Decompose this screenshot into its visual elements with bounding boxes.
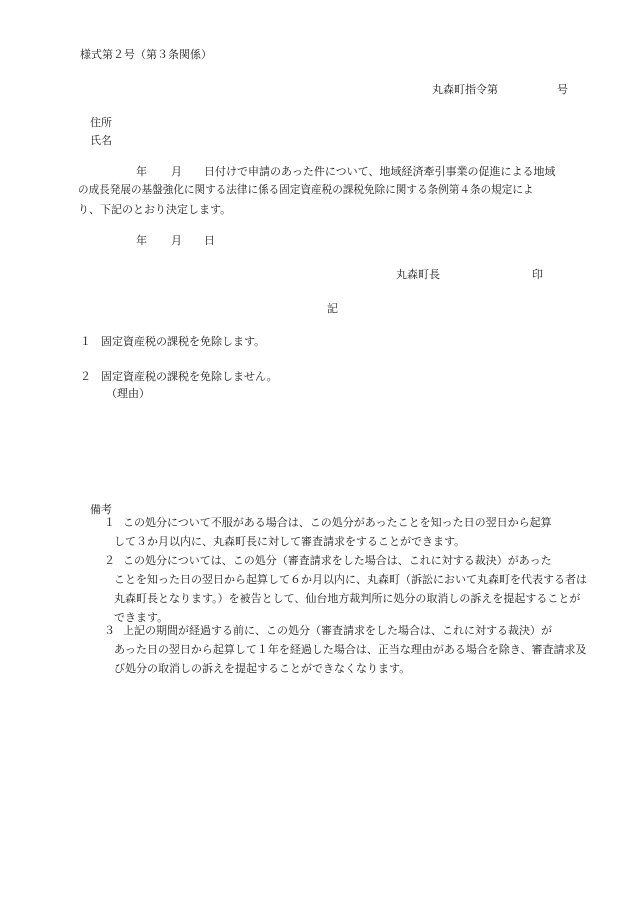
- reference-prefix: 丸森町指令第: [432, 83, 498, 96]
- intro-text-first: 日付けで申請のあった件について、地域経済牽引事業の促進による地域: [204, 165, 556, 178]
- issuer-line: [396, 268, 543, 281]
- remark-line-1: 上記の期間が経過する前に、この処分（審査請求をした場合は、これに対する裁決）が: [123, 624, 552, 637]
- decision-item-1: [80, 335, 265, 348]
- remark-number: ３: [104, 624, 115, 637]
- item-number: ２: [80, 370, 91, 383]
- intro-line-3: り、下記のとおり決定します。: [78, 203, 232, 216]
- item-text: 固定資産税の課税を免除します。: [101, 335, 266, 348]
- reference-number: [432, 83, 568, 96]
- reason-label: （理由）: [106, 387, 150, 400]
- date-year: 年: [136, 234, 147, 247]
- intro-month-unit: 月: [171, 165, 182, 178]
- date-day: 日: [204, 234, 215, 247]
- address-label: 住所: [90, 116, 112, 129]
- remark-rest: ことを知った日の翌日から起算して６か月以内に、丸森町（訴訟において丸森町を代表する者は丸森町長となります。）を被告として、仙台地方裁判所に処分の取消しの訴えを提起することができます。: [114, 573, 587, 624]
- remark-number: ２: [104, 554, 115, 567]
- decision-item-2: [80, 370, 278, 383]
- remark-rest: して３か月以内に、丸森町長に対して審査請求をすることができます。: [114, 535, 466, 548]
- remark-line-1: この処分について不服がある場合は、この処分があったことを知った日の翌日から起算: [123, 516, 552, 529]
- section-heading: 記: [327, 302, 338, 315]
- remarks-title: 備考: [90, 503, 112, 516]
- intro-line-2: の成長発展の基盤強化に関する法律に係る固定資産税の課税免除に関する条例第４条の規定によ: [78, 184, 534, 196]
- remark-item-3: [104, 621, 592, 678]
- name-label: 氏名: [90, 134, 112, 147]
- remark-line-1: この処分については、この処分（審査請求をした場合は、これに対する裁決）があった: [123, 554, 552, 567]
- remark-rest: あった日の翌日から起算して１年を経過した場合は、正当な理由がある場合を除き、審査請求及び処分の取消しの訴えを提起することができなくなります。: [114, 643, 587, 675]
- remark-item-2: [104, 551, 592, 627]
- intro-line-1: [80, 162, 590, 181]
- issuer-title: 丸森町長: [396, 268, 440, 281]
- item-number: １: [80, 335, 91, 348]
- remark-number: １: [104, 516, 115, 529]
- remark-item-1: [104, 513, 592, 551]
- item-text: 固定資産税の課税を免除しません。: [101, 370, 278, 383]
- decision-date: [136, 234, 215, 247]
- seal-mark: 印: [532, 268, 543, 281]
- intro-year-unit: 年: [136, 165, 147, 178]
- intro-paragraph: [80, 162, 590, 219]
- form-number: 様式第２号（第３条関係）: [80, 48, 212, 61]
- date-month: 月: [171, 234, 182, 247]
- reference-suffix: 号: [557, 83, 568, 96]
